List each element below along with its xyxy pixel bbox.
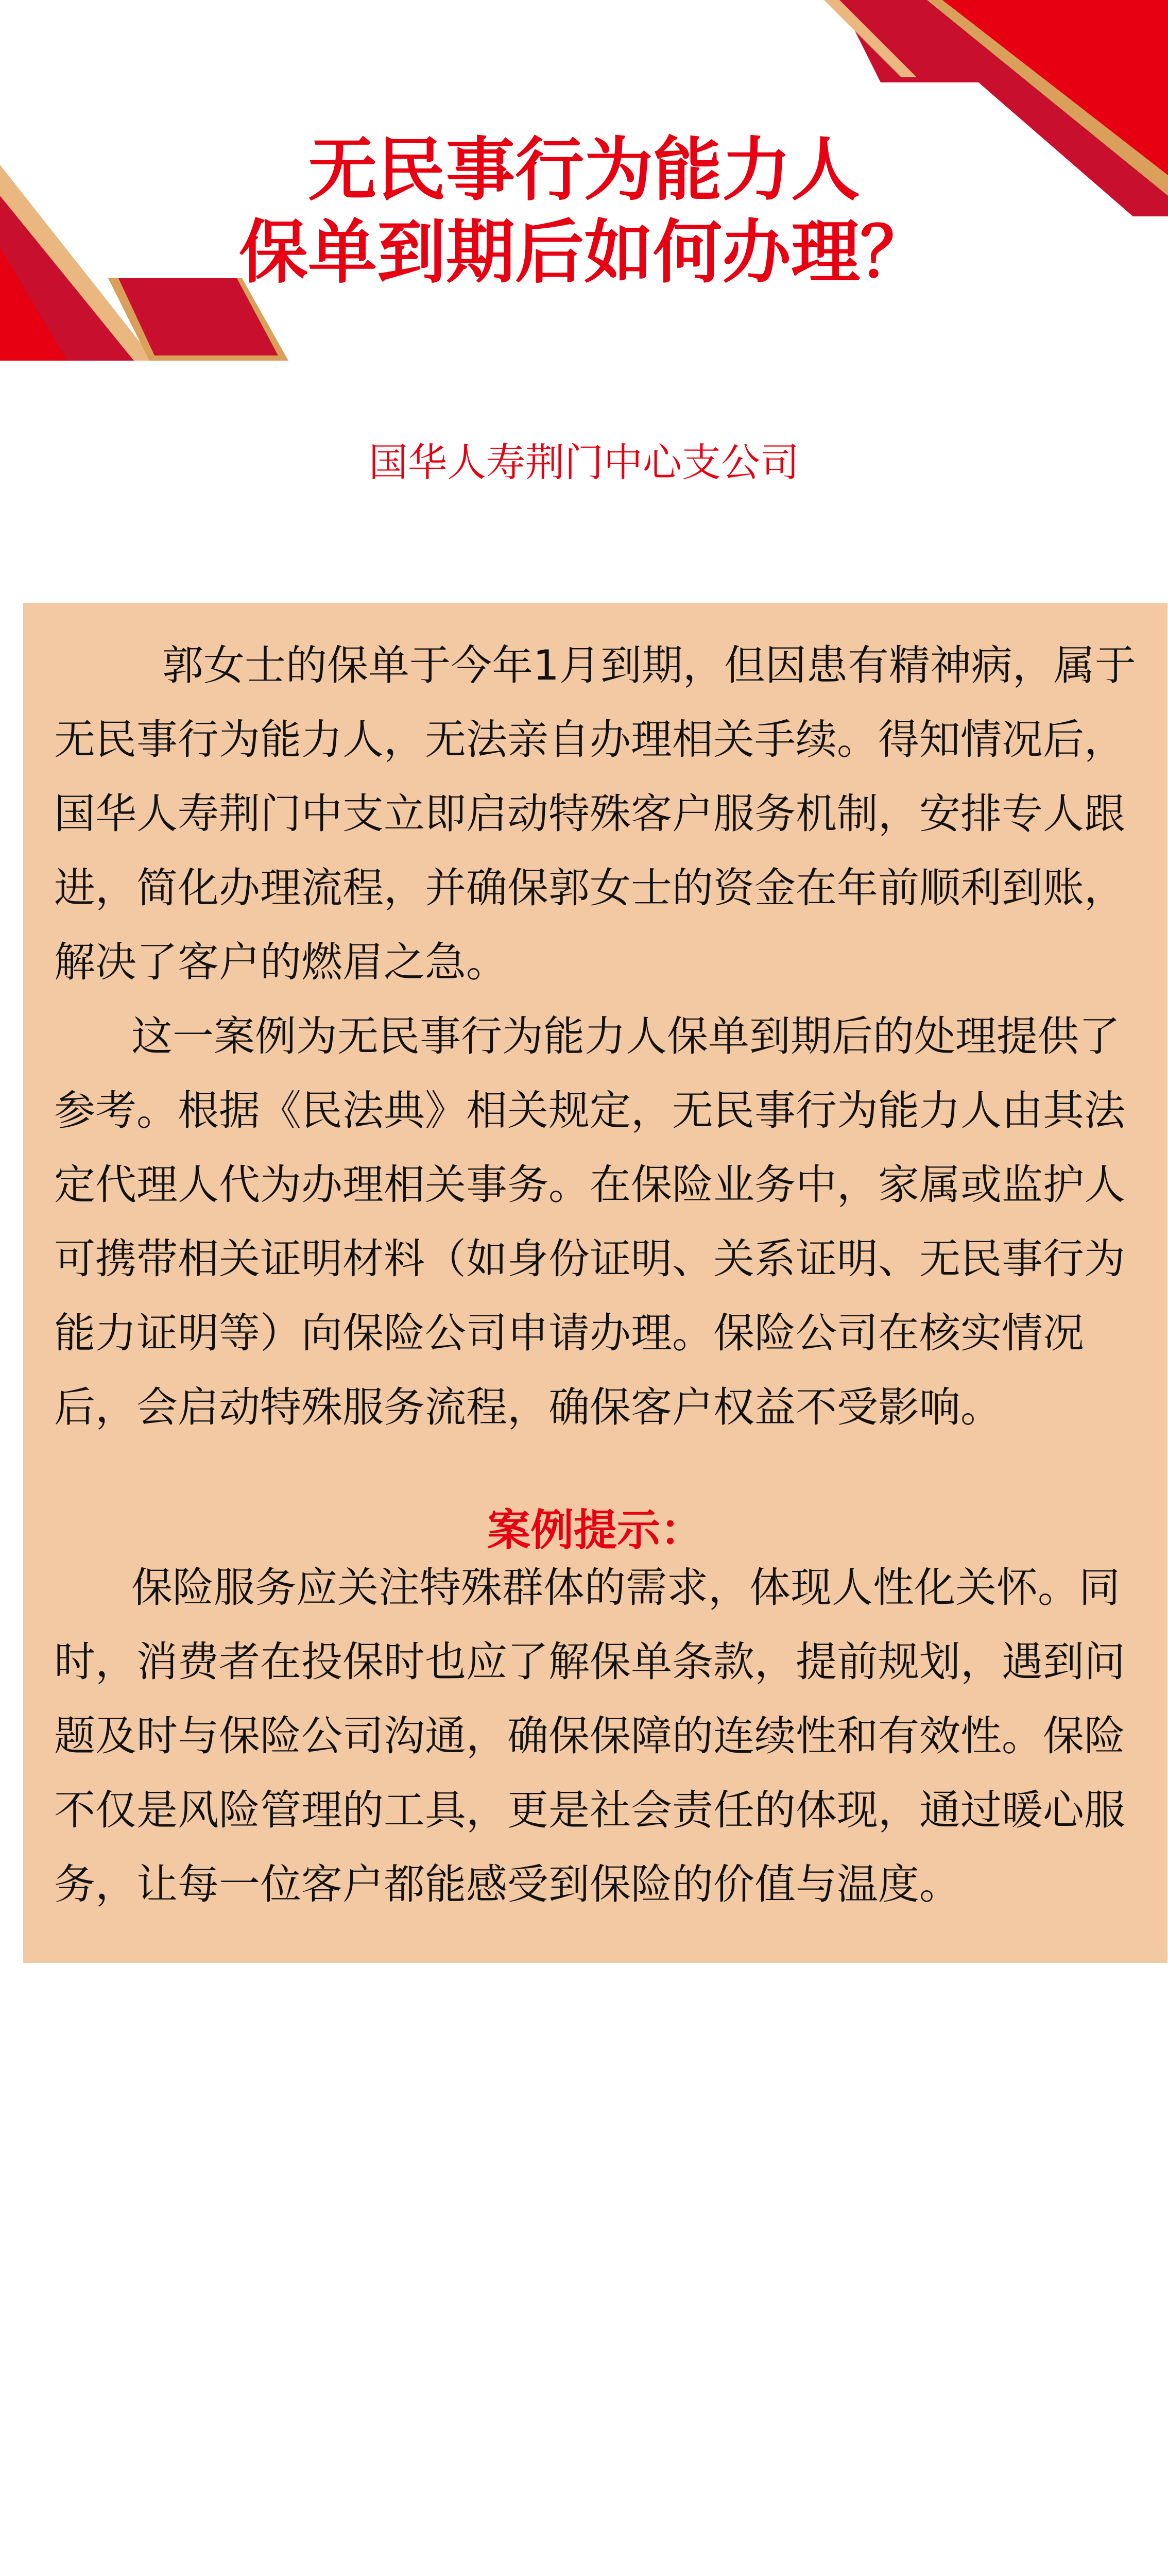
title-line-2: 保单到期后如何办理？ [238, 212, 929, 293]
title-line-1: 无民事行为能力人 [307, 130, 860, 210]
article-paragraph-2: 这一案例为无民事行为能力人保单到期后的处理提供了参考。根据《民法典》相关规定，无民事行为能力人由其法定代理人代为办理相关事务。在保险业务中，家属或监护人可携带相关证明材料（如身份证明、关系证明、无民事行为能力证明等）向保险公司申请办理。保险公司在核实情况后，会启动特殊服务流程，确保客户权益不受影响。 [54, 1012, 1125, 1431]
company-subtitle: 国华人寿荆门中心支公司 [369, 439, 799, 485]
article-panel [23, 603, 1167, 1963]
article-paragraph-3: 保险服务应关注特殊群体的需求，体现人性化关怀。同时，消费者在投保时也应了解保单条款，提前规划，遇到问题及时与保险公司沟通，确保保障的连续性和有效性。保险不仅是风险管理的工具，更是社会责任的体现，通过暖心服务，让每一位客户都能感受到保险的价值与温度。 [54, 1564, 1125, 1908]
article-paragraph-1: 郭女士的保单于今年1月到期，但因患有精神病，属于无民事行为能力人，无法亲自办理相关手续。得知情况后，国华人寿荆门中支立即启动特殊客户服务机制，安排专人跟进，简化办理流程，并确保郭女士的资金在年前顺利到账，解决了客户的燃眉之急。 [54, 641, 1136, 986]
case-tip-heading: 案例提示： [487, 1505, 703, 1555]
page-title [0, 129, 1168, 294]
